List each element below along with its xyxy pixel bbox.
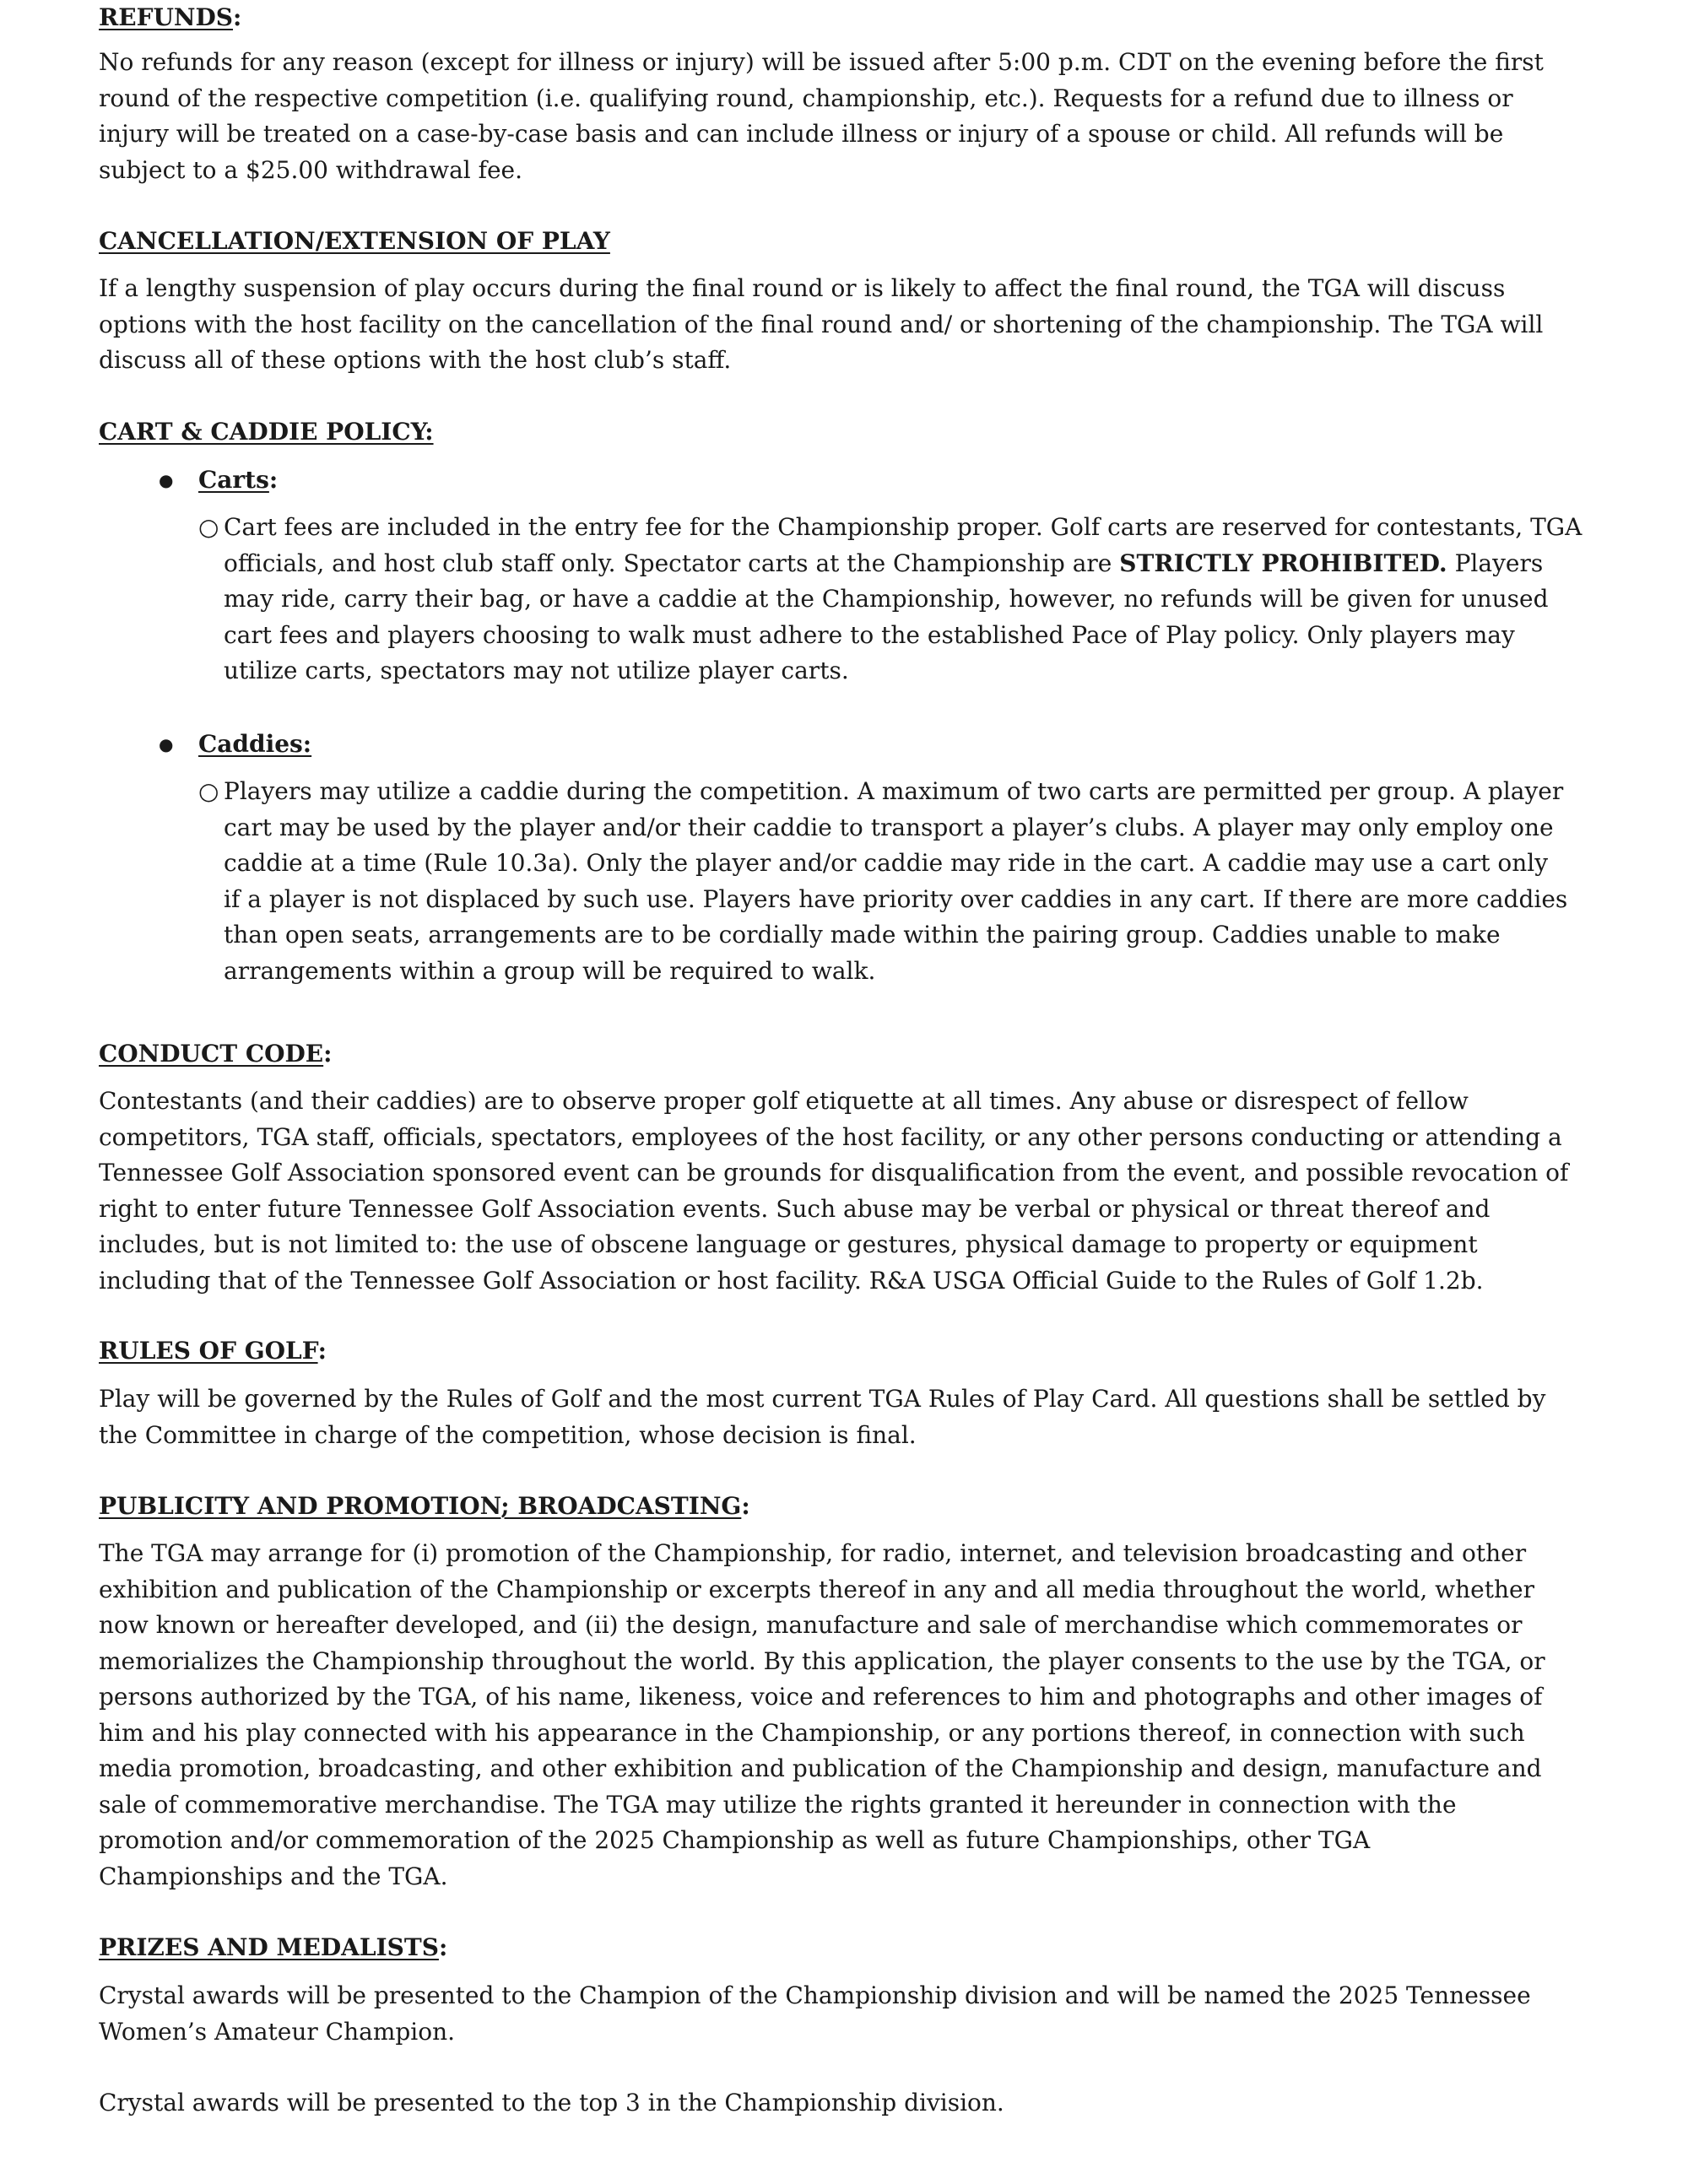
caddies-bullet: ● Caddies: [198,727,311,762]
rules-heading: RULES OF GOLF: [99,1337,327,1365]
conduct-text: Contestants (and their caddies) are to observe proper golf etiquette at all times. Any abuse or disrespect of fellow competitors, TGA staff, officials, spectators, employees of the host facility, or any other persons conducting or attending a Tennessee Golf Association sponsored event can be grounds for disqualification from the event, and possible revocation of right to enter future Tennessee Golf Association events. Such abuse may be verbal or physical or threat thereof and includes, but is not limited to: the use of obscene language or gestures, physical damage to property or equipment including that of the Tennessee Golf Association or host facility. R&A USGA Official Guide to the Rules of Golf 1.2b. [99,1087,1569,1295]
bullet-icon: ● [159,734,174,754]
publicity-heading: PUBLICITY AND PROMOTION; BROADCASTING: [99,1492,750,1520]
cart-caddie-heading: CART & CADDIE POLICY: [99,418,434,446]
prizes-text-2: Crystal awards will be presented to the top 3 in the Championship division. [99,2089,1004,2116]
circle-bullet-icon: ○ [198,777,219,805]
refunds-heading: REFUNDS: [99,3,242,31]
cancellation-heading: CANCELLATION/EXTENSION OF PLAY [99,227,610,255]
carts-text: Cart fees are included in the entry fee for the Championship proper. Golf carts are reserved for contestants, TGA officials, and host club staff only. Spectator carts at the Championship are STRICTLY PROHIBITED. Players may ride, carry their bag, or have a caddie at the Championship, however, no refunds will be given for unused cart fees and players choosing to walk must adhere to the established Pace of Play policy. Only players may utilize carts, spectators may not utilize player carts. [224,513,1582,684]
carts-bullet: ● Carts: [198,462,278,498]
publicity-text: The TGA may arrange for (i) promotion of the Championship, for radio, internet, and television broadcasting and other exhibition and publication of the Championship or excerpts thereof in any and all media throughout the world, whether now known or hereafter developed, and (ii) the design, manufacture and sale of merchandise which commemorates or memorializes the Championship throughout the world. By this application, the player consents to the use by the TGA, or persons authorized by the TGA, of his name, likeness, voice and references to him and photographs and other images of him and his play connected with his appearance in the Championship, or any portions thereof, in connection with such media promotion, broadcasting, and other exhibition and publication of the Championship and design, manufacture and sale of commemorative merchandise. The TGA may utilize the rights granted it hereunder in connection with the promotion and/or commemoration of the 2025 Championship as well as future Championships, other TGA Championships and the TGA. [99,1539,1545,1890]
rules-text: Play will be governed by the Rules of Golf and the most current TGA Rules of Play Card. All questions shall be settled by the Committee in charge of the competition, whose decision is final. [99,1385,1546,1449]
prizes-text: Crystal awards will be presented to the Champion of the Championship division and will be named the 2025 Tennessee Women’s Amateur Champion. [99,1981,1531,2046]
conduct-heading: CONDUCT CODE: [99,1040,333,1068]
bullet-icon: ● [159,470,174,490]
cancellation-text: If a lengthy suspension of play occurs during the final round or is likely to affect the final round, the TGA will discuss options with the host facility on the cancellation of the final round and/ or shortening of the championship. The TGA will discuss all of these options with the host club’s staff. [99,274,1544,374]
caddies-text: Players may utilize a caddie during the competition. A maximum of two carts are permitted per group. A player cart may be used by the player and/or their caddie to transport a player’s clubs. A player may only employ one caddie at a time (Rule 10.3a). Only the player and/or caddie may ride in the cart. A caddie may use a cart only if a player is not displaced by such use. Players have priority over caddies in any cart. If there are more caddies than open seats, arrangements are to be cordially made within the pairing group. Caddies unable to make arrangements within a group will be required to walk. [224,777,1568,985]
prizes-heading: PRIZES AND MEDALISTS: [99,1933,448,1961]
circle-bullet-icon: ○ [198,513,219,541]
refunds-text: No refunds for any reason (except for illness or injury) will be issued after 5:00 p.m. CDT on the evening before the first round of the respective competition (i.e. qualifying round, championship, etc.). Requests for a refund due to illness or injury will be treated on a case-by-case basis and can include illness or injury of a spouse or child. All refunds will be subject to a $25.00 withdrawal fee. [99,48,1544,184]
